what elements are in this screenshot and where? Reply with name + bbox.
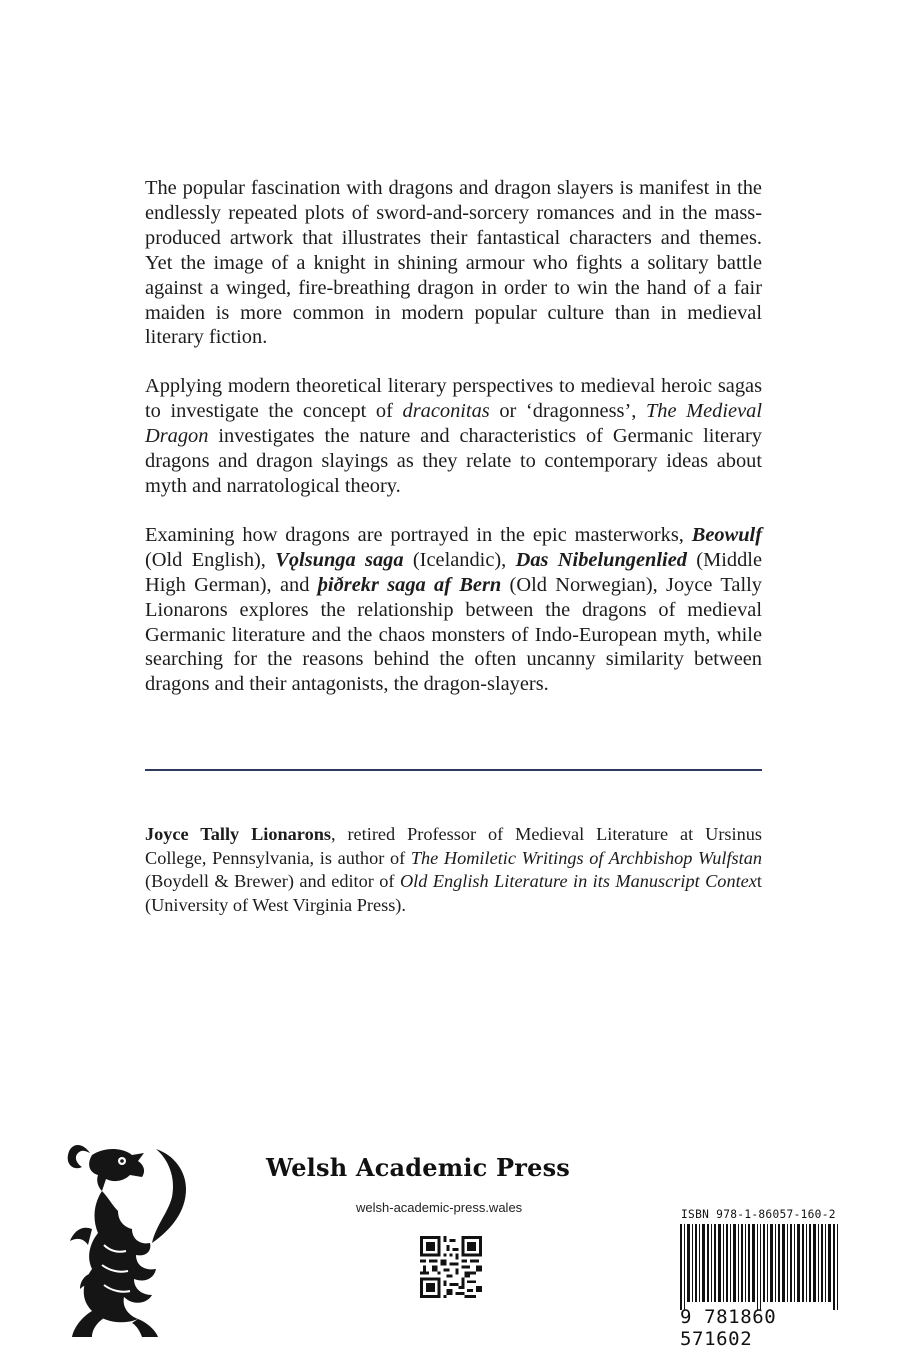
work-title: Beowulf <box>691 523 762 546</box>
blurb-paragraph-2 <box>145 374 762 499</box>
blurb-text: (Old Norwegian), Joyce Tally Lionarons explores the relationship between the dragons of medieval Germanic literature and the chaos monsters of Indo-European myth, while searching for the reasons behind the often uncanny similarity between dragons and their antagonists, the dragon-slayers. <box>145 573 763 696</box>
publisher-name: Welsh Academic Press <box>266 1153 570 1182</box>
barcode-digits: 9 781860 571602 <box>680 1306 777 1350</box>
blurb <box>145 176 762 721</box>
author-bio <box>145 823 762 917</box>
publisher-website[interactable]: welsh-academic-press.wales <box>356 1200 523 1215</box>
isbn-label: ISBN 978-1-86057-160-2 <box>681 1208 836 1221</box>
divider-rule <box>145 769 762 771</box>
author-name: Joyce Tally Lionarons <box>145 824 331 844</box>
dragon-logo-icon <box>52 1133 197 1338</box>
bio-text: (Boydell & Brewer) and editor of <box>145 871 400 891</box>
blurb-text: investigates the nature and characteristics of Germanic literary dragons and dragon slayings as they relate to contemporary ideas about myth and narratological theory. <box>145 425 762 497</box>
work-title: Vǫlsunga saga <box>275 548 404 571</box>
blurb-text: (Middle High German), and <box>145 548 762 596</box>
blurb-text: (Old English), <box>145 548 276 571</box>
blurb-paragraph-3 <box>145 523 762 697</box>
book-title: Old English Literature in its Manuscript Contex <box>399 871 757 891</box>
work-title: Das Nibelungenlied <box>515 548 687 571</box>
blurb-paragraph-1: The popular fascination with dragons and dragon slayers is manifest in the endlessly repeated plots of sword-and-sorcery romances and in the mass-produced artwork that illustrates their fantastical characters and themes. Yet the image of a knight in shining armour who fights a solitary battle against a winged, fire-breathing dragon in order to win the hand of a fair maiden is more common in modern popular culture than in medieval literary fiction. <box>145 177 762 349</box>
bio-text: t (University of West Virginia Press). <box>145 871 762 915</box>
book-title: The Medieval Dragon <box>145 400 762 448</box>
work-title: þiðrekr saga af Bern <box>317 573 502 596</box>
bio-text: , retired Professor of Medieval Literature at Ursinus College, Pennsylvania, is author of <box>145 824 762 868</box>
barcode-icon <box>678 1224 841 1310</box>
qr-code-icon <box>420 1236 482 1298</box>
blurb-text: or ‘dragonness’, <box>489 400 646 423</box>
term-draconitas: draconitas <box>402 400 490 423</box>
book-title: The Homiletic Writings of Archbishop Wulfstan <box>410 847 763 868</box>
blurb-text: Applying modern theoretical literary perspectives to medieval heroic sagas to investigate the concept of <box>145 375 762 423</box>
blurb-text: (Icelandic), <box>403 548 516 571</box>
blurb-text: Examining how dragons are portrayed in the epic masterworks, <box>145 523 692 546</box>
